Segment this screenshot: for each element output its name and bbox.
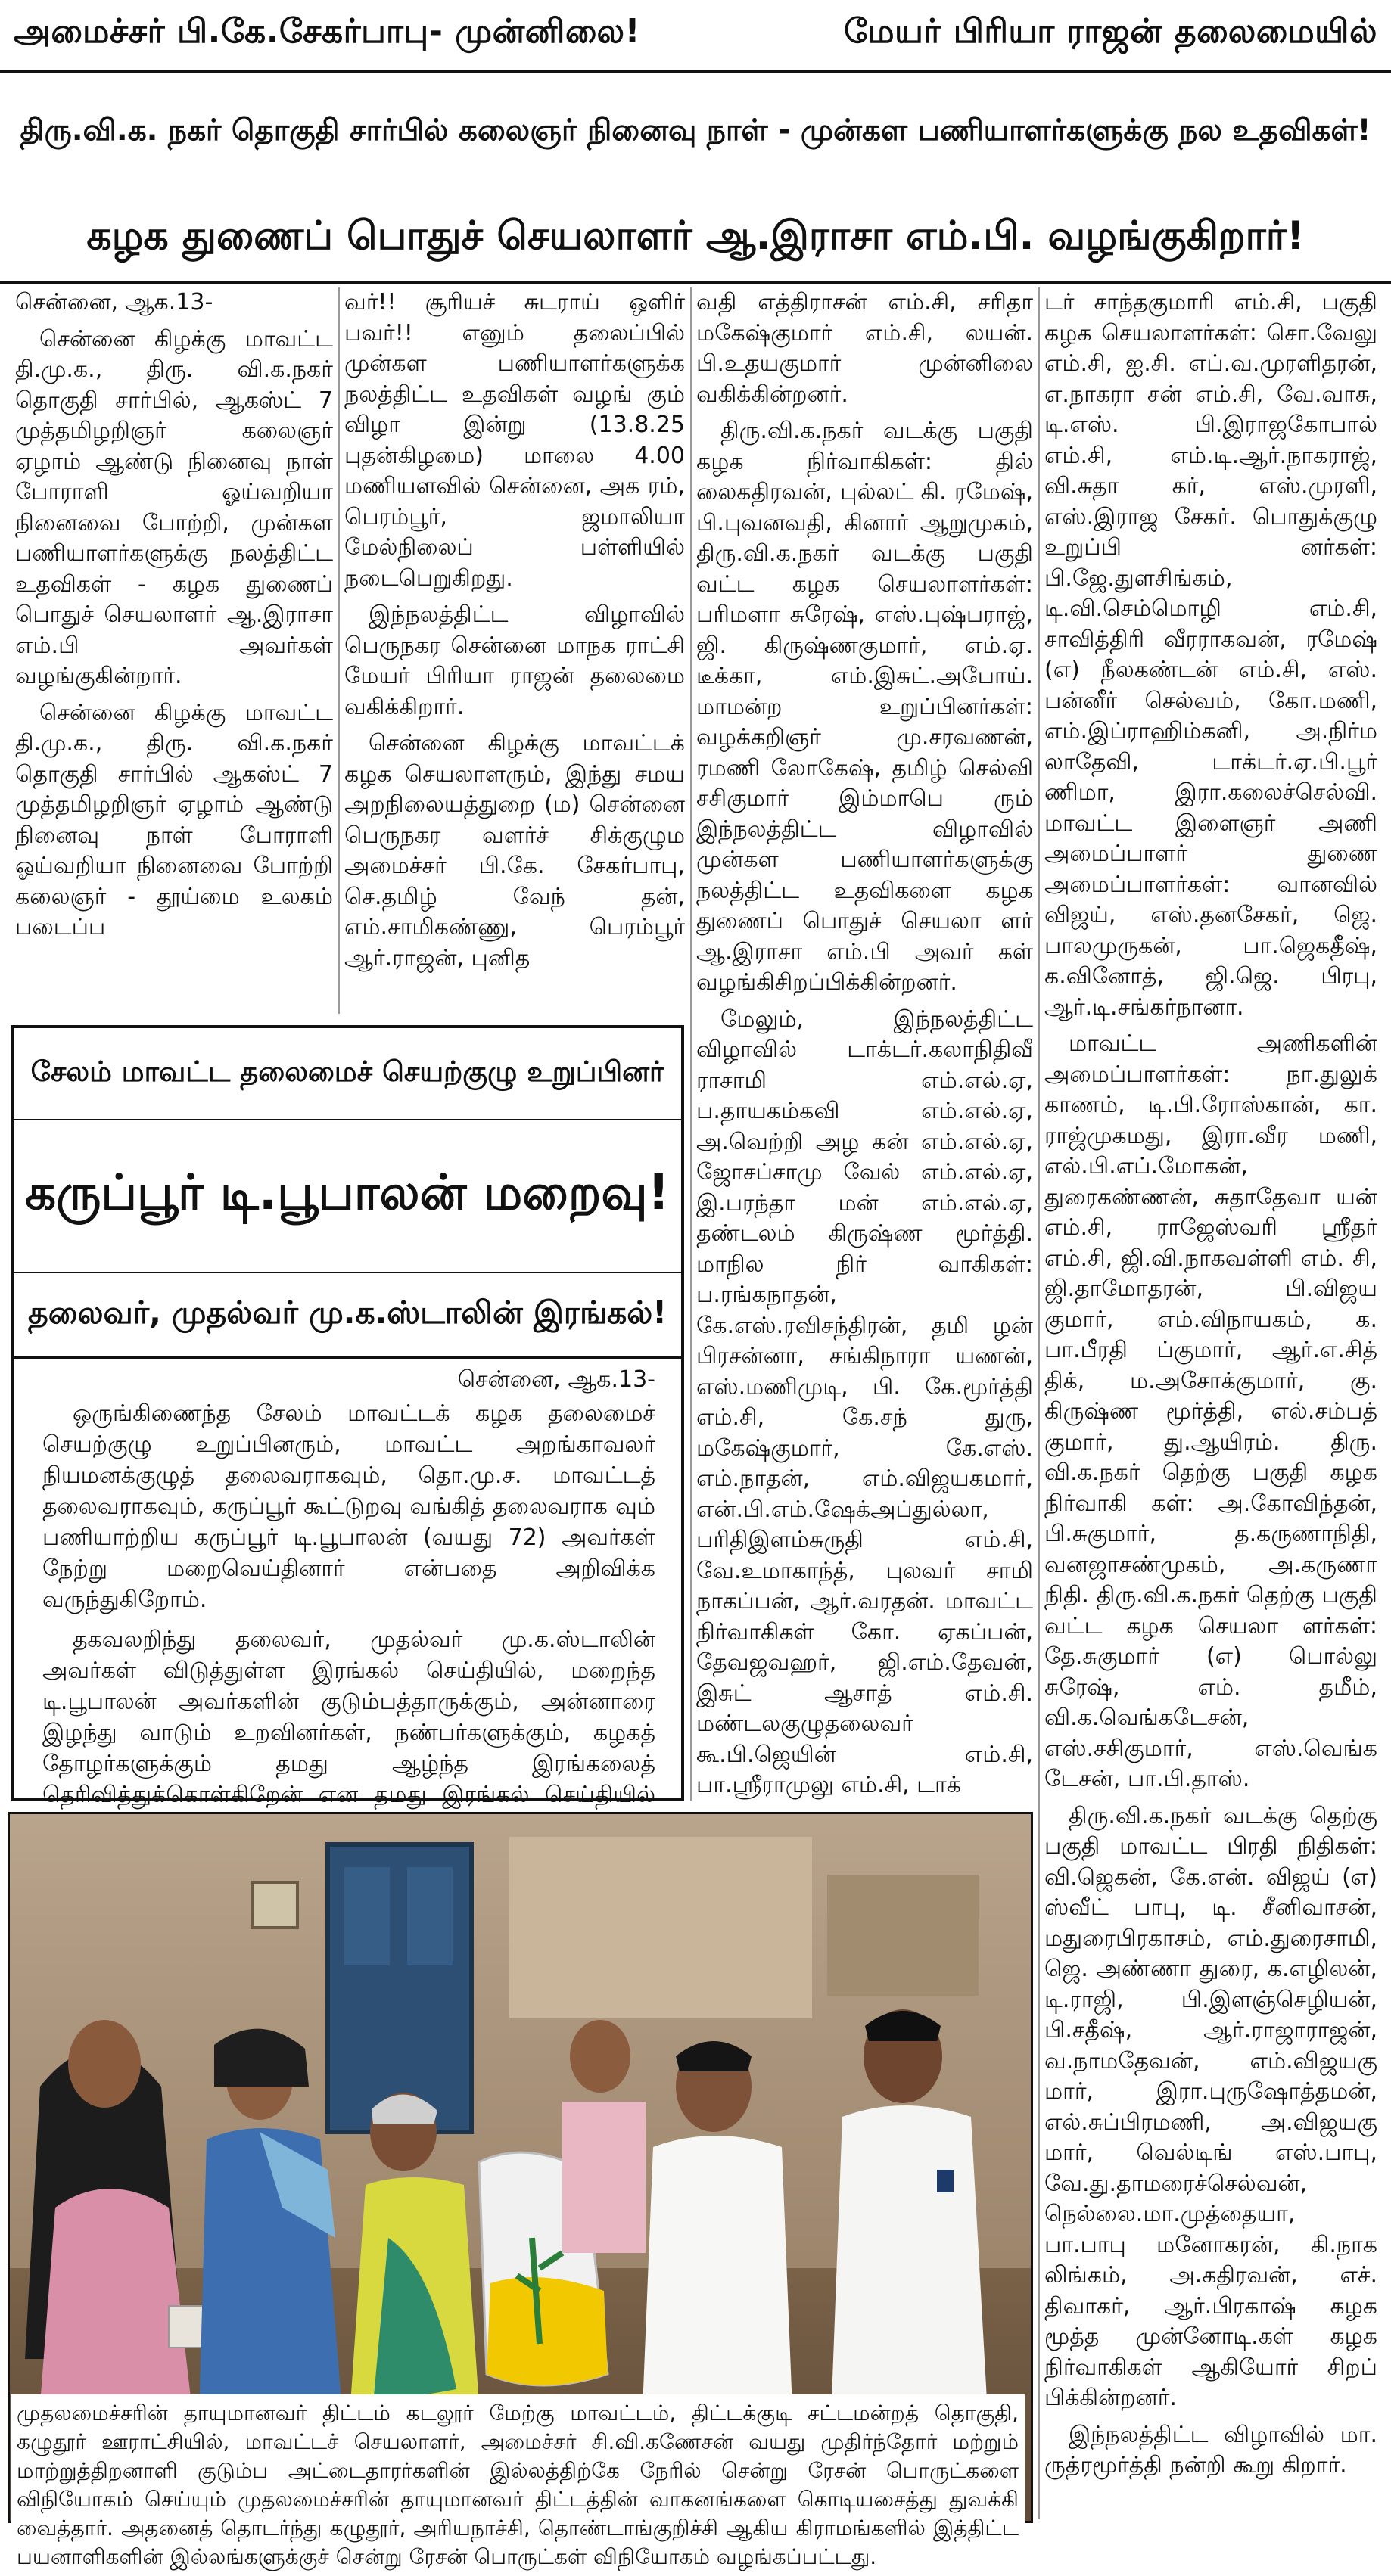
obituary-box (11, 1025, 684, 1808)
obituary-paragraph: தகவலறிந்து தலைவர், முதல்வர் மு.க.ஸ்டாலின் அவர்கள் விடுத்துள்ள இரங்கல் செய்தியில், மறைந்த டி.பூபாலன் அவர்களின் குடும்பத்தாருக்கும், அன்னாரை இழந்து வாடும் உறவினர்கள், நண்பர்களுக்கும், கழகத் தோழர்களுக்கும் தமது ஆழ்ந்த இரங்கலைத் தெரிவித்துக்கொள்கிறேன் என தமது இரங்கல் செய்தியில் (42, 1627, 655, 1808)
column-divider (690, 287, 692, 1801)
kicker-right: மேயர் பிரியா ராஜன் தலைமையில் (844, 11, 1377, 51)
article-paragraph: திரு.வி.க.நகர் வடக்கு தெற்கு பகுதி மாவட்ட பிரதி நிதிகள்: வி.ஜெகன், கே.என். விஜய் (எ) ஸ்வீட் பாபு, டி. சீனிவாசன், மதுரைபிரகாசம், எம்.துரைசாமி, ஜெ. அண்ணா துரை, க.எழிலன், டி.ராஜி, பி.இளஞ்செழியன், பி.சதீஷ், ஆர்.ராஜாராஜன், வ.நாமதேவன், எம்.விஜயகு மார், இரா.புருஷோத்தமன், எல்.சுப்பிரமணி, அ.விஜயகு மார், வெல்டிங் எஸ்.பாபு, வே.து.தாமரைச்செல்வன், நெல்லை.மா.முத்தையா, பா.பாபு மனோகரன், கி.நாக லிங்கம், அ.கதிரவன், எச். திவாகர், ஆர்.பிரகாஷ் கழக மூத்த முன்னோடி.கள் கழக நிர்வாகிகள் ஆகியோர் சிறப் பிக்கின்றனர். (1044, 1802, 1377, 2411)
kicker-left: அமைச்சர் பி.கே.சேகர்பாபு- முன்னிலை! (14, 11, 641, 51)
article-column-2 (344, 287, 685, 1014)
obituary-paragraph: ஒருங்கிணைந்த சேலம் மாவட்டக் கழக தலைமைச் செயற்குழு உறுப்பினரும், மாவட்ட அறங்காவலர் நியமனக்குழுத் தலைவராகவும், தொ.மு.ச. மாவட்டத் தலைவராகவும், கருப்பூர் கூட்டுறவு வங்கித் தலைவராக வும் பணியாற்றிய கருப்பூர் டி.பூபாலன் (வயது 72) அவர்கள் நேற்று மறைவெய்தினார் என்பதை அறிவிக்க வருந்துகிறோம். (42, 1400, 655, 1613)
divider (0, 70, 1391, 73)
photo-caption: முதலமைச்சரின் தாயுமானவர் திட்டம் கடலூர் மேற்கு மாவட்டம், திட்டக்குடி சட்டமன்றத் தொகுதி, கழுதூர் ஊராட்சியில், மாவட்டச் செயலாளர், அமைச்சர் சி.வி.கணேசன் வயது முதிர்ந்தோர் மற்றும் மாற்றுத்திறனாளி குடும்ப அட்டைதாரர்களின் இல்லத்திற்கே நேரில் சென்று ரேசன் பொருட்களை விநியோகம் செய்யும் முதலமைச்சரின் தாயுமானவர் திட்டத்தின் வாகனங்களை கொடியசைத்து துவக்கி வைத்தார். அதனைத் தொடர்ந்து கழுதூர், அரியநாச்சி, தொண்டாங்குறிச்சி ஆகிய கிராமங்களில் இத்திட்ட பயனாளிகளின் இல்லங்களுக்குச் சென்று ரேசன் பொருட்கள் விநியோகம் வழங்கப்பட்டது. (11, 2394, 1025, 2576)
obituary-dateline: சென்னை, ஆக.13- (457, 1366, 655, 1393)
column-divider (1038, 287, 1040, 2519)
article-paragraph: சென்னை கிழக்கு மாவட்டக் கழக செயலாளரும், இந்து சமய அறநிலையத்துறை (ம) சென்னை பெருநகர வளர்ச் சிக்குழும அமைச்சர் பி.கே. சேகர்பாபு, செ.தமிழ் வேந் தன், எம்.சாமிகண்ணு, பெரம்பூர் ஆர்.ராஜன், புனித (344, 730, 685, 971)
article-paragraph: திரு.வி.க.நகர் வடக்கு பகுதி கழக நிர்வாகிகள்: தில் லைகதிரவன், புல்லட் கி. ரமேஷ், பி.புவனவதி, கினார் ஆறுமுகம், திரு.வி.க.நகர் வடக்கு பகுதி வட்ட கழக செயலாளர்கள்: பரிமளா சுரேஷ், எஸ்.புஷ்பராஜ், ஜி. கிருஷ்ணகுமார், எம்.ஏ. டீக்கா, எம்.இசுட்.அபோய். மாமன்ற உறுப்பினர்கள்: வழக்கறிஞர் மு.சரவணன், ரமணி லோகேஷ், தமிழ் செல்வி சசிகுமார் இம்மாபெ ரும் இந்நலத்திட்ட விழாவில் முன்கள பணியாளர்களுக்கு நலத்திட்ட உதவிகளை கழக துணைப் பொதுச் செயலா ளர் ஆ.இராசா எம்.பி அவர் கள் வழங்கிசிறப்பிக்கின்றனர். (696, 418, 1033, 996)
obituary-kicker (14, 1028, 681, 1120)
headline-text: திரு.வி.க. நகர் தொகுதி சார்பில் கலைஞர் நினைவு நாள் - முன்கள பணியாளர்களுக்கு நல உதவிகள்! (20, 113, 1371, 148)
obituary-kicker-text: சேலம் மாவட்ட தலைமைச் செயற்குழு உறுப்பினர் (30, 1055, 664, 1088)
obituary-subhead-text: தலைவர், முதல்வர் மு.க.ஸ்டாலின் இரங்கல்! (28, 1294, 667, 1331)
article-dateline: சென்னை, ஆக.13- (15, 289, 213, 315)
divider (0, 281, 1391, 284)
article-paragraph: வதி எத்திராசன் எம்.சி, சரிதா மகேஷ்குமார் எம்.சி, லயன். பி.உதயகுமார் முன்னிலை வகிக்கின்றனர். (696, 289, 1033, 408)
article-paragraph: வர்!! சூரியச் சுடராய் ஒளிர் பவர்!! எனும் தலைப்பில் முன்கள பணியாளர்களுக்க நலத்திட்ட உதவிகள் வழங் கும் விழா இன்று (13.8.25 புதன்கிழமை) மாலை 4.00 மணியளவில் சென்னை, அக ரம், பெரம்பூர், ஜமாலியா மேல்நிலைப் பள்ளியில் நடைபெறுகிறது. (344, 289, 685, 592)
article-paragraph: இந்நலத்திட்ட விழாவில் பெருநகர சென்னை மாநக ராட்சி மேயர் பிரியா ராஜன் தலைமை வகிக்கிறார். (344, 601, 685, 720)
article-paragraph: டர் சாந்தகுமாரி எம்.சி, பகுதி கழக செயலாளர்கள்: சொ.வேலு எம்.சி, ஐ.சி. எப்.வ.முரளிதரன், எ.நாகரா சன் எம்.சி, வே.வாசு, டி.எஸ். பி.இராஜகோபால் எம்.சி, எம்.டி.ஆர்.நாகராஜ், வி.சுதா கர், எஸ்.முரளி, எஸ்.இராஜ சேகர். பொதுக்குழு உறுப்பி னர்கள்: பி.ஜே.துளசிங்கம், டி.வி.செம்மொழி எம்.சி, சாவித்திரி வீரராகவன், ரமேஷ் (எ) நீலகண்டன் எம்.சி, எஸ். பன்னீர் செல்வம், கோ.மணி, எம்.இப்ராஹிம்கனி, அ.நிர்ம லாதேவி, டாக்டர்.ஏ.பி.பூர் ணிமா, இரா.கலைச்செல்வி. மாவட்ட இளைஞர் அணி அமைப்பாளர் துணை அமைப்பாளர்கள்: வானவில் விஜய், எஸ்.தனசேகர், ஜெ. பாலமுருகன், பா.ஜெகதீஷ், க.வினோத், ஜி.ஜெ. பிரபு, ஆர்.டி.சங்கர்நானா. (1044, 289, 1377, 1021)
obituary-headline (14, 1120, 681, 1273)
obituary-headline-text: கருப்பூர் டி.பூபாலன் மறைவு! (25, 1165, 670, 1221)
obituary-subhead (14, 1273, 681, 1359)
top-kicker (0, 0, 1391, 67)
article-paragraph: சென்னை கிழக்கு மாவட்ட தி.மு.க., திரு. வி.க.நகர் தொகுதி சார்பில், ஆகஸ்ட் 7 முத்தமிழறிஞர் கலைஞர் ஏழாம் ஆண்டு நினைவு நாள் போராளி ஓய்வறியா நினைவை போற்றி, முன்கள பணியாளர்களுக்கு நலத்திட்ட உதவிகள் - கழக துணைப் பொதுச் செயலாளர் ஆ.இராசா எம்.பி அவர்கள் வழங்குகின்றார். (15, 325, 333, 689)
main-headline (0, 76, 1391, 189)
obituary-body (42, 1364, 655, 1850)
article-paragraph: மாவட்ட அணிகளின் அமைப்பாளர்கள்: நா.துலுக் காணம், டி.பி.ரோஸ்கான், கா. ராஜ்முகமது, இரா.வீர மணி, எல்.பி.எப்.மோகன், துரைகண்ணன், சுதாதேவா யன் எம்.சி, ராஜேஸ்வரி ஸ்ரீதர் எம்.சி, ஜி.வி.நாகவள்ளி எம். சி, ஜி.தாமோதரன், பி.விஜய குமார், எம்.விநாயகம், க. பா.பீரதி ப்குமார், ஆர்.எ.சித் திக், ம.அசோக்குமார், கு. கிருஷ்ண மூர்த்தி, எல்.சம்பத் குமார், து.ஆயிரம். திரு. வி.க.நகர் தெற்கு பகுதி கழக நிர்வாகி கள்: அ.கோவிந்தன், பி.சுகுமார், த.கருணாநிதி, வனஜாசண்முகம், அ.கருணா நிதி. திரு.வி.க.நகர் தெற்கு பகுதி வட்ட கழக செயலா ளர்கள்: தே.சுகுமார் (எ) பொல்லு சுரேஷ், எம். தமீம், வி.க.வெங்கடேசன், எஸ்.சசிகுமார், எஸ்.வெங்க டேசன், பா.பி.தாஸ். (1044, 1030, 1377, 1792)
article-column-3 (696, 287, 1033, 1975)
article-paragraph: மேலும், இந்நலத்திட்ட விழாவில் டாக்டர்.கலாநிதிவீ ராசாமி எம்.எல்.ஏ, ப.தாயகம்கவி எம்.எல்.ஏ, அ.வெற்றி அழ கன் எம்.எல்.ஏ, ஜோசப்சாமு வேல் எம்.எல்.ஏ, இ.பரந்தா மன் எம்.எல்.ஏ, தண்டலம் கிருஷ்ண மூர்த்தி. மாநில நிர் வாகிகள்: ப.ரங்கநாதன், கே.எஸ்.ரவிசந்திரன், தமி ழன் பிரசன்னா, சங்கிநாரா யணன், எஸ்.மணிமுடி, பி. கே.மூர்த்தி எம்.சி, கே.சந் துரு, மகேஷ்குமார், கே.எஸ். எம்.நாதன், எம்.விஜயகமார், என்.பி.எம்.ஷேக்அப்துல்லா, பரிதிஇளம்சுருதி எம்.சி, வே.உமாகாந்த், புலவர் சாமி நாகப்பன், ஆர்.வரதன். மாவட்ட நிர்வாகிகள் கோ. ஏகப்பன், தேவஜவஹர், ஜி.எம்.தேவன், இசுட் ஆசாத் எம்.சி. மண்டலகுழுதலைவர் கூ.பி.ஜெயின் எம்.சி, பா.ஸ்ரீராமுலு எம்.சி, டாக் (696, 1005, 1033, 1798)
article-paragraph (15, 287, 333, 319)
article-column-1 (15, 287, 333, 1014)
subheadline-text: கழக துணைப் பொதுச் செயலாளர் ஆ.இராசா எம்.பி. வழங்குகிறார்! (86, 213, 1305, 259)
article-paragraph: சென்னை கிழக்கு மாவட்ட தி.மு.க., திரு. வி.க.நகர் தொகுதி சார்பில் ஆகஸ்ட் 7 முத்தமிழறிஞர் ஏழாம் ஆண்டு நினைவு நாள் போராளி ஓய்வறியா நினைவை போற்றி கலைஞர் - தூய்மை உலகம் படைப்ப (15, 699, 333, 940)
sub-headline (0, 189, 1391, 287)
article-column-4 (1044, 287, 1377, 2527)
column-divider (338, 287, 340, 1014)
article-paragraph: இந்நலத்திட்ட விழாவில் மா. ருத்ரமூர்த்தி நன்றி கூறு கிறார். (1044, 2421, 1377, 2478)
